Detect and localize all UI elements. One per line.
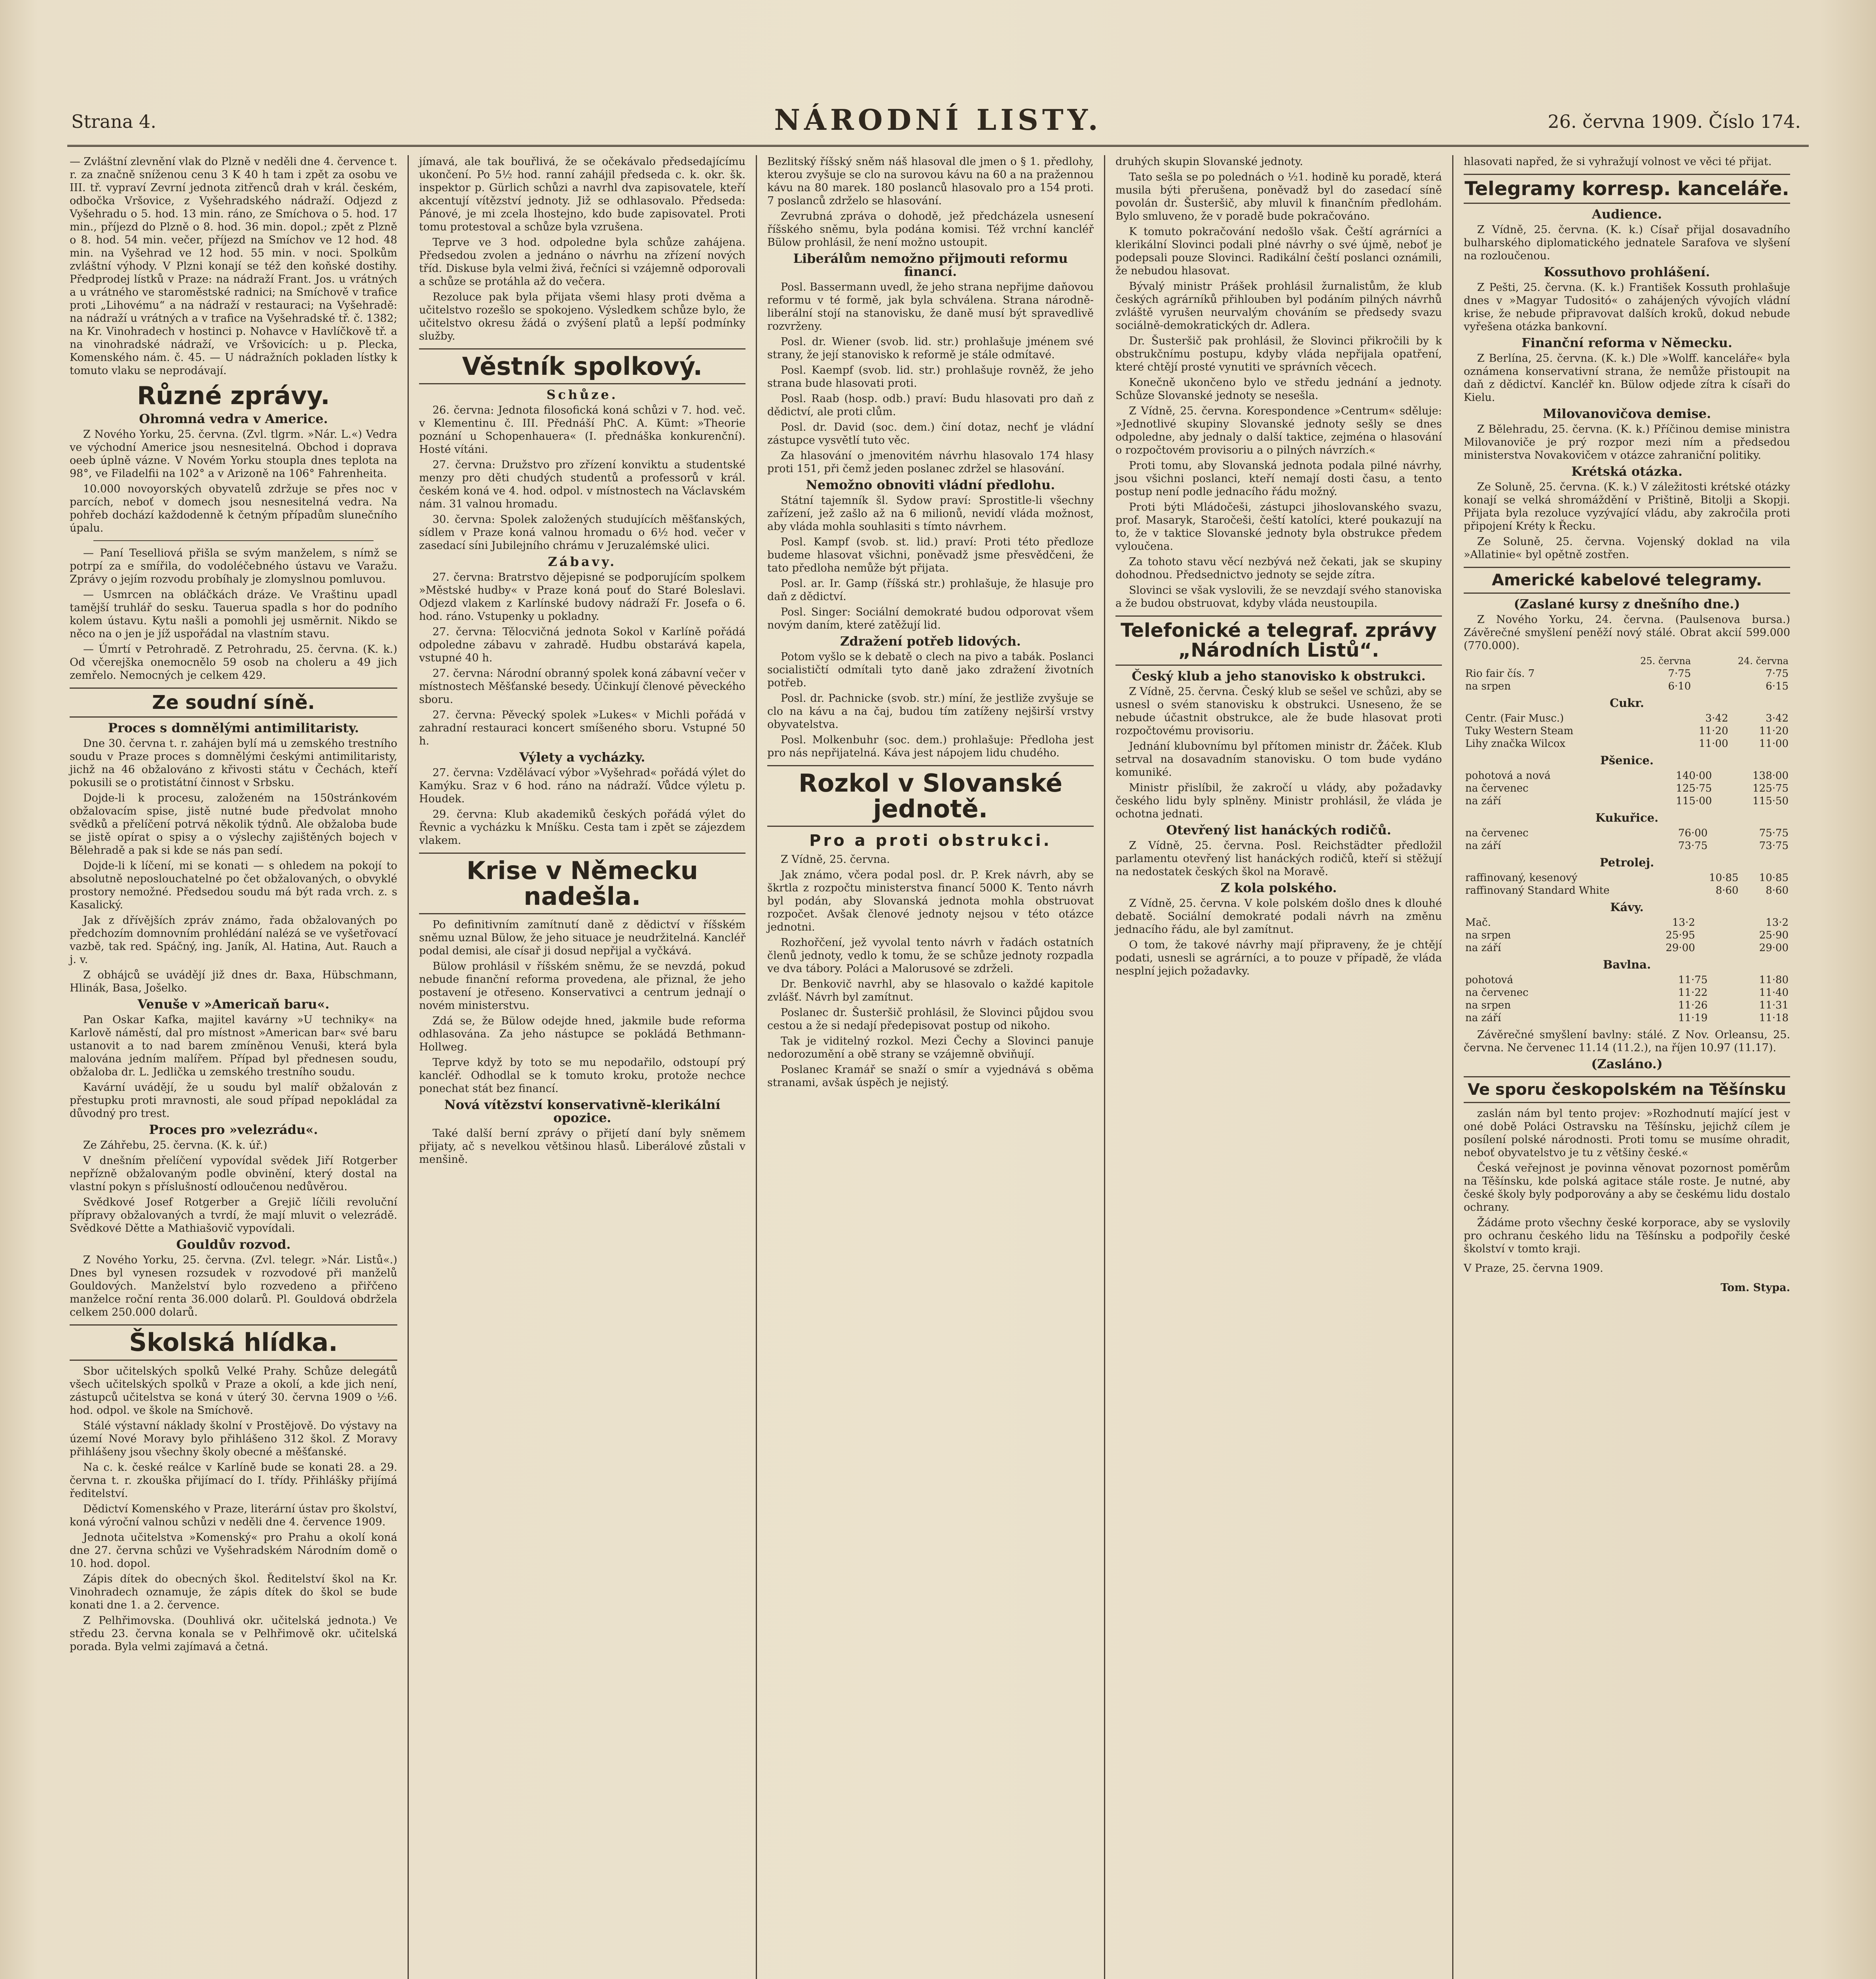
table-cell-label: raffinovaný, kesenový xyxy=(1465,872,1578,884)
article-title: Z kola polského. xyxy=(1220,880,1337,895)
section-heading: Ze soudní síně. xyxy=(70,688,397,718)
article-title: Zábavy. xyxy=(548,554,617,570)
table-row xyxy=(1464,986,1790,999)
article-text: druhých skupin Slovanské jednoty. xyxy=(1115,156,1303,168)
column-4 xyxy=(1104,155,1452,1979)
article-text: Kavární uvádějí, že u soudu byl malíř obžalován z přestupku proti mravnosti, ale soud případ nepokládal za důvodný pro trest. xyxy=(70,1081,397,1120)
article-text: zaslán nám byl tento projev: »Rozhodnutí mající jest v oné době Poláci Ostravsku na Těšínsku, jejichž cílem je posílení polské národnosti. Proti tomu se musíme ohradit, neboť obyvatelstvo je tu z většiny české.« xyxy=(1464,1107,1790,1159)
article-text: Posl. dr. David (soc. dem.) činí dotaz, nechť je vládní zástupce vysvětlí tuto věc. xyxy=(767,421,1094,446)
article-text: — Zvláštní zlevnění vlak do Plzně v neděli dne 4. července t. r. za značně sníženou cenu 3 K 40 h tam i zpět za osobu ve III. tř. vypraví Zevrní jednota zitřenců drah v král. českém, odbočka Vršovice, z Vyšehradského nádraží. Odjezd z Vyšehradu o 5. hod. 13 min. ráno, ze Smíchova o 5. hod. 17 min., příjezd do Plzně o 8. hod. 36 min. dopol.; zpět z Plzně o 8. hod. 54 min. večer, příjezd na Smíchov ve 12 hod. 48 min. na Vyšehrad ve 12 hod. 55 min. v noci. Spolkům zvláštní výhody. V Plzni konají se též den koňské dostihy. Předprodej lístků v Praze: na nádraží Frant. Jos. u vrátných a u vrátného ve staroměstské radnici; na Smíchově v trafice proti „Lihovému“ a na nádraží v restauraci; na Vyšehradě: na nádraží u vrátných a v trafice na Vyšehradské tř. č. 1382; na Kr. Vinohradech v hostinci p. Nohavce v Havlíčkově tř. a na vinohradské nádraží, ve Vršovicích: u p. Plecka, Komenského nám. č. 45. — U nádražních pokladen lístky k tomuto vlaku se neprodávají. xyxy=(70,156,397,377)
table-cell-label: pohotová a nová xyxy=(1465,770,1551,782)
article-title: Otevřený list hanáckých rodičů. xyxy=(1166,822,1391,838)
table-cell-value: 7·75 xyxy=(1766,668,1789,680)
article-text: Zdá se, že Bülow odejde hned, jakmile bude reforma odhlasována. Za jeho nástupce se pokládá Bethmann-Hollweg. xyxy=(419,1015,745,1054)
article-text: Žádáme proto všechny české korporace, aby se vyslovily pro ochranu českého lidu na Těšínsku a podpořily české školství v tomto kraji. xyxy=(1464,1217,1790,1255)
corn-rows xyxy=(1464,827,1790,852)
stocks-rows xyxy=(1464,667,1790,693)
article-title: Zdražení potřeb lidových. xyxy=(840,634,1021,649)
table-cell-value: 6·15 xyxy=(1766,680,1789,693)
article-text: Jak známo, včera podal posl. dr. P. Krek návrh, aby se škrtla z rozpočtu ministerstva financí 5000 K. Tento návrh byl podán, aby Slovanská jednota mohla obstruovat rozpočet. Avšak členové jednoty nejsou v této otázce jednotni. xyxy=(767,869,1094,934)
article-text: Sbor učitelských spolků Velké Prahy. Schůze delegátů všech učitelských spolků v Praze a okolí, a kde jich není, zástupců učitelstva se koná v úterý 30. června 1909 o ½6. hod. odpol. ve škole na Smíchově. xyxy=(70,1365,397,1417)
article-text: Posl. dr. Pachnicke (svob. str.) míní, že jestliže zvyšuje se clo na kávu a na čaj, budou tím zatíženy nejširší vrstvy obyvatelstva. xyxy=(767,692,1094,731)
table-cell-value: 125·75 xyxy=(1676,782,1712,795)
table-cell-value: 7·75 xyxy=(1668,668,1691,680)
article-text: Zevrubná zpráva o dohodě, jež předcházela usnesení říšského sněmu, byla podána komisi. Též vrchní kancléř Bülow prohlásil, že není možno ustoupit. xyxy=(767,210,1094,249)
article-text: 27. června: Tělocvičná jednota Sokol v Karlíně pořádá odpoledne zábavu v zahradě. Hudbu obstarává kapela, vstupné 40 h. xyxy=(419,626,745,665)
table-row xyxy=(1464,839,1790,852)
table-cell-value: 11·31 xyxy=(1759,999,1789,1012)
article-text: Tak je viditelný rozkol. Mezi Čechy a Slovinci panuje nedorozumění a obě strany se vzájemně obviňují. xyxy=(767,1035,1094,1061)
table-cell-label: na září xyxy=(1465,795,1501,807)
section-heading: Různé zprávy. xyxy=(137,381,330,410)
table-cell-label: na září xyxy=(1465,942,1501,954)
article-text: Teprve ve 3 hod. odpoledne byla schůze zahájena. Předsedou zvolen a jednáno o návrhu na zřízení nových tříd. Diskuse byla velmi živá, řečníci si vzájemně odporovali a schůze se protáhla až do večera. xyxy=(419,236,745,288)
table-row xyxy=(1464,737,1790,750)
article-text: Stálé výstavní náklady školní v Prostějově. Do výstavy na území Nové Moravy bylo přihlášeno 312 škol. Z Moravy přihlášeny jsou všechny školy obecné a měšťanské. xyxy=(70,1419,397,1458)
article-text: Pan Oskar Kafka, majitel kavárny »U techniky« na Karlově náměstí, dal pro místnost »American bar« své baru ustanovit a to nad barem zmíněnou Venuši, která byla malována jedním malířem. Případ byl přednesen soudu, obžaloba dr. L. Jedlička u zemského trestního soudu. xyxy=(70,1014,397,1079)
table-row xyxy=(1464,1012,1790,1024)
article-title: Výlety a vycházky. xyxy=(519,750,645,765)
article-text: Posl. Raab (hosp. odb.) praví: Budu hlasovati pro daň z dědictví, ale proti clům. xyxy=(767,393,1094,418)
sugar-rows xyxy=(1464,712,1790,750)
table-label: Petrolej. xyxy=(1599,856,1654,870)
article-text: Po definitivním zamítnutí daně z dědictví v říšském sněmu uznal Bülow, že jeho situace je neudržitelná. Kancléř podal demisi, ale císař ji dosud nepřijal a vyčkává. xyxy=(419,919,745,957)
table-row xyxy=(1464,916,1790,929)
article-text: O tom, že takové návrhy mají připraveny, že je chtějí podati, usnesli se agrárníci, a to pouze v případě, že vláda nesplní jejich požadavky. xyxy=(1115,938,1442,977)
signature: Tom. Stypa. xyxy=(1720,1282,1790,1294)
table-cell-value: 6·10 xyxy=(1668,680,1691,693)
table-row xyxy=(1464,974,1790,986)
table-row xyxy=(1464,827,1790,839)
table-row xyxy=(1464,680,1790,693)
article-text: Rezoluce pak byla přijata všemi hlasy proti dvěma a učitelstvo rozešlo se spokojeno. Výsledkem schůze bylo, že učitelstvo okresu žádá o zvýšení platů a lepší podmínky služby. xyxy=(419,291,745,342)
table-cell-value: 25·90 xyxy=(1759,929,1789,942)
article-text: Za hlasování o jmenovitém návrhu hlasovalo 174 hlasy proti 151, při čemž jeden poslanec zdržel se hlasování. xyxy=(767,450,1094,475)
article-text: Jednota učitelstva »Komenský« pro Prahu a okolí koná dne 27. června schůzi ve Vyšehradském Národním domě o 10. hod. dopol. xyxy=(70,1531,397,1570)
table-header-cell: 25. června xyxy=(1640,655,1691,667)
table-cell-value: 76·00 xyxy=(1678,827,1708,839)
article-title: Nemožno obnoviti vládní předlohu. xyxy=(806,477,1055,492)
table-row xyxy=(1464,795,1790,807)
article-text: Posl. dr. Wiener (svob. lid. str.) prohlašuje jménem své strany, že její stanovisko k reformě je stále odmítavé. xyxy=(767,336,1094,361)
article-title: Krétská otázka. xyxy=(1571,464,1683,479)
table-cell-value: 10·85 xyxy=(1759,872,1789,884)
table-label: Kukuřice. xyxy=(1595,811,1659,825)
table-cell-value: 11·26 xyxy=(1678,999,1708,1012)
table-label: Pšenice. xyxy=(1600,754,1654,767)
table-header-cell xyxy=(1464,655,1595,667)
article-text: Na c. k. české reálce v Karlíně bude se konati 28. a 29. června t. r. zkouška přijímací do I. třídy. Přihlášky přijímá ředitelství. xyxy=(70,1461,397,1500)
section-heading: Školská hlídka. xyxy=(70,1324,397,1360)
article-title: Ohromná vedra v Americe. xyxy=(139,411,328,427)
section-heading: Ve sporu českopolském na Těšínsku xyxy=(1464,1076,1790,1103)
table-row xyxy=(1464,782,1790,795)
article-subtitle: (Zasláno.) xyxy=(1591,1056,1663,1072)
table-cell-value: 3·42 xyxy=(1766,712,1789,725)
article-title: Český klub a jeho stanovisko k obstrukci. xyxy=(1132,668,1426,684)
wheat-rows xyxy=(1464,769,1790,807)
article-title: Milovanovičova demise. xyxy=(1542,406,1711,422)
table-cell-value: 3·42 xyxy=(1705,712,1728,725)
table-cell-value: 11·00 xyxy=(1699,738,1728,750)
article-subheading: Pro a proti obstrukci. xyxy=(809,832,1052,850)
article-text: jímavá, ale tak bouřlivá, že se očekávalo předsedajícímu ukončení. Po 5½ hod. ranní zahájil předseda c. k. okr. šk. inspektor p. Gürlich schůzi a navrhl dva zapisovatele, kteří akcentují vítězství jednoty. Již se odhlasovalo. Předseda: Pánové, je mi zcela lhostejno, kdo bude zapisovatel. Proti tomu protestoval a schůze byla vzrušena. xyxy=(419,156,745,233)
table-cell-value: 10·85 xyxy=(1709,872,1739,884)
article-text: V dnešním přelíčení vypovídal svědek Jiří Rotgerber nepřízně obžalovaným podle obvinění, který dostal na vlastní pokyn s příslušností odloučenou nedůvěrou. xyxy=(70,1155,397,1193)
article-text: hlasovati napřed, že si vyhražují volnost ve věci té přijat. xyxy=(1464,156,1772,168)
article-text: Svědkové Josef Rotgerber a Grejič líčili revoluční přípravy obžalovaných a tvrdí, že mají mluvit o velezrádě. Svědkové Dětte a Mathiašovič vypovídali. xyxy=(70,1196,397,1235)
table-cell-value: 11·20 xyxy=(1759,725,1789,737)
table-cell-value: 11·75 xyxy=(1678,974,1708,986)
section-heading: Telefonické a telegraf. zprávy „Národních Listů“. xyxy=(1115,615,1442,666)
table-cell-value: 138·00 xyxy=(1753,770,1789,782)
table-cell-label: na červenec xyxy=(1465,827,1529,839)
section-heading: Rozkol v Slovanské jednotě. xyxy=(767,765,1094,827)
article-text: 27. června: Národní obranný spolek koná zábavní večer v místnostech Měšťanské besedy. Účinkují členové pěveckého sboru. xyxy=(419,667,745,706)
newspaper-title: NÁRODNÍ LISTY. xyxy=(774,103,1102,137)
article-text: Z Berlína, 25. června. (K. k.) Dle »Wolff. kanceláře« byla oznámena konservativní strana, že nemůže přistoupit na daň z dědictví. Kancléř kn. Bülow odjede zítra k císaři do Kielu. xyxy=(1464,352,1790,404)
article-title: Proces pro »velezrádu«. xyxy=(149,1122,318,1138)
article-text: — Úmrtí v Petrohradě. Z Petrohradu, 25. června. (K. k.) Od včerejška onemocnělo 59 osob na choleru a 49 jich zemřelo. Nemocných je celkem 429. xyxy=(70,643,397,682)
issue-date: 26. června 1909. Číslo 174. xyxy=(1548,111,1801,132)
article-text: Dr. Šusteršič pak prohlásil, že Slovinci přikročili by k obstrukčnímu postupu, kdyby vláda nepřijala opatření, které chtějí prosté vynutiti ve správních věcech. xyxy=(1115,335,1442,373)
article-text: Česká veřejnost je povinna věnovat pozornost poměrům na Těšínsku, kde polská agitace stále roste. Je nutné, aby české školy byly podporovány a aby se českému lidu dostalo ochrany. xyxy=(1464,1162,1790,1214)
article-text: Závěrečné smyšlení bavlny: stálé. Z Nov. Orleansu, 25. června. Ne červenec 11.14 (11.2.), na říjen 10.97 (11.17). xyxy=(1464,1029,1790,1054)
table-cell-label: pohotová xyxy=(1465,974,1513,986)
article-text: 27. června: Vzdělávací výbor »Vyšehrad« pořádá výlet do Kamýku. Sraz v 6 hod. ráno na nádraží. Vůdce výletu p. Houdek. xyxy=(419,767,745,805)
article-text: Z Pešti, 25. června. (K. k.) František Kossuth prohlašuje dnes v »Magyar Tudositó« o zahájených vývojích vládní krise, že nebude připravovat dalších kroků, dokud nebude vyřešena otázka bankovní. xyxy=(1464,281,1790,333)
table-row xyxy=(1464,999,1790,1012)
article-text: Z Vídně, 25. června. Český klub se sešel ve schůzi, aby se usnesl o svém stanovisku k obstrukci. Usneseno, že se nebude účastnit obstrukce, ale že bude hlasovat proti rozpočtovému provisoriu. xyxy=(1115,685,1442,737)
article-text: Posl. Singer: Sociální demokraté budou odporovat všem novým daním, které zatěžují lid. xyxy=(767,606,1094,631)
article-text: Poslanec Kramář se snaží o smír a vyjednává s oběma stranami, avšak úspěch je nejistý. xyxy=(767,1064,1094,1089)
article-text: Jednání klubovnímu byl přítomen ministr dr. Žáček. Klub setrval na dosavadním stanovisku. O tom bude vydáno komuniké. xyxy=(1115,740,1442,779)
table-cell-value: 8·60 xyxy=(1715,885,1739,897)
table-row xyxy=(1464,929,1790,942)
article-text: — Paní Teselliová přišla se svým manželem, s nímž se potrpí za e smířila, do vodoléčebného ústavu ve Varažu. Zprávy o jejím rozvodu probíhaly je zlomyslnou pomluvou. xyxy=(70,547,397,586)
masthead xyxy=(67,99,1809,146)
article-title: Venuše v »Americaň baru«. xyxy=(137,997,330,1012)
coffee-rows xyxy=(1464,916,1790,954)
table-cell-value: 11·80 xyxy=(1759,974,1789,986)
article-text: K tomuto pokračování nedošlo však. Čeští agrárníci a klerikální Slovinci podali plné návrhy o své újmě, neboť je podepsali pouze Slovinci. Radikální čeští poslanci oznámili, že nebudou hlasovat. xyxy=(1115,226,1442,277)
article-text: Z Pelhřimovska. (Douhlivá okr. učitelská jednota.) Ve středu 23. června konala se v Pelhřimově okr. učitelská porada. Byla velmi zajímavá a četná. xyxy=(70,1614,397,1653)
article-text: Z Vídně, 25. června. V kole polském došlo dnes k dlouhé debatě. Sociální demokraté podali návrh na změnu jednacího řádu, ale byl zamítnut. xyxy=(1115,897,1442,936)
table-header-cell: 24. června xyxy=(1738,655,1789,667)
table-cell-value: 8·60 xyxy=(1766,885,1789,897)
article-text: Dojde-li k líčení, mi se konati — s ohledem na pokojí to absolutně neposlouchatelné po čet obžalovaných, o obvyklé prostory nemožné. Předsedou soudu má být rada vrch. z. s Kasalický. xyxy=(70,860,397,912)
article-text: Slovinci se však vyslovili, že se nevzdají svého stanoviska a že budou obstruovat, kdyby vláda neustoupila. xyxy=(1115,584,1442,610)
stocks-table xyxy=(1464,655,1790,693)
table-cell-label: na srpen xyxy=(1465,929,1511,942)
article-text: Proti býti Mládočeši, zástupci jihoslovanského svazu, prof. Masaryk, Staročeši, čeští katolíci, které poukazují na to, že v taktice Slovanské jednoty byla obstrukce předem vyloučena. xyxy=(1115,501,1442,553)
table-label: Cukr. xyxy=(1610,696,1644,710)
article-text: Z Vídně, 25. června. Korespondence »Centrum« sděluje: »Jednotlivé skupiny Slovanské jednoty sešly se dnes odpoledne, aby jednaly o další taktice, zejména o hlasování o rozpočtovém provisoriu a o pilných návrzích.« xyxy=(1115,405,1442,456)
article-text: Dr. Benkovič navrhl, aby se hlasovalo o každé kapitole zvlášť. Návrh byl zamítnut. xyxy=(767,978,1094,1004)
table-row xyxy=(1464,872,1790,884)
article-text: Z obhájců se uvádějí již dnes dr. Baxa, Hübschmann, Hlinák, Basa, Jošelko. xyxy=(70,969,397,995)
article-text: Posl. Kampf (svob. st. lid.) praví: Proti této předloze budeme hlasovat všichni, poněvadž jsme přesvědčeni, že tato předloha nemůže být přijata. xyxy=(767,536,1094,574)
column-2 xyxy=(408,155,756,1979)
article-text: Z Nového Yorku, 25. června. (Zvl. tlgrm. »Nár. L.«) Vedra ve východní Americe jsou nesnesitelná. Obchod i doprava oeeb úplně vázne. V Novém Yorku stoupla dnes teplota na 98°, ve Filadelfii na 102° a v Arizoně na 106° Fahrenheita. xyxy=(70,428,397,480)
article-title: Finanční reforma v Německu. xyxy=(1521,335,1732,351)
article-text: Z Vídně, 25. června. xyxy=(781,853,890,866)
table-cell-value: 13·2 xyxy=(1766,917,1789,929)
table-row xyxy=(1464,725,1790,737)
table-cell-value: 11·19 xyxy=(1678,1012,1708,1024)
table-cell-label: Rio fair čís. 7 xyxy=(1465,668,1535,680)
coffee-table xyxy=(1464,916,1790,954)
article-text: Z Bělehradu, 25. června. (K. k.) Příčinou demise ministra Milovanoviče je prý rozpor mezi ním a předsedou ministerstva Novakovičem v otázce zahraniční politiky. xyxy=(1464,423,1790,462)
article-text: Tato sešla se po polednách o ½1. hodině ku poradě, která musila býti přerušena, poněvadž byl do zasedací síně povolán dr. Šusteršič, aby mluvil k finančním předlohám. Bylo smluveno, že v poradě bude pokračováno. xyxy=(1115,171,1442,222)
table-cell-label: Centr. (Fair Musc.) xyxy=(1465,712,1564,725)
table-cell-value: 115·50 xyxy=(1753,795,1789,807)
table-cell-value: 11·20 xyxy=(1699,725,1728,737)
table-cell-value: 29·00 xyxy=(1665,942,1695,954)
article-text: Posl. Bassermann uvedl, že jeho strana nepřijme daňovou reformu v té formě, jak byla schválena. Strana národně-liberální stojí na stanovisku, že daně musí být spravedlivě rozvrženy. xyxy=(767,281,1094,332)
column-1 xyxy=(59,155,408,1979)
petroleum-rows xyxy=(1464,872,1790,897)
article-text: 10.000 novoyorských obyvatelů zdržuje se přes noc v parcích, neboť v domech jsou nesnesitelná vedra. Na pohřeb dochází každodenně k četným případům slunečního úpalu. xyxy=(70,483,397,535)
dateline: V Praze, 25. června 1909. xyxy=(1464,1262,1603,1275)
article-text: Státní tajemník šl. Sydow praví: Sprostitle-li všechny zařízení, jež zašlo až na 6 milionů, nevidí vláda možnost, aby vláda mohla souhlasiti s tímto návrhem. xyxy=(767,494,1094,533)
article-text: Bülow prohlásil v říšském sněmu, že se nevzdá, pokud nebude finanční reforma provedena, ale přiznal, že jeho postavení je otřeseno. Konservativci a centrum jednají o novém ministerstvu. xyxy=(419,960,745,1012)
table-cell-label: Tuky Western Steam xyxy=(1465,725,1574,737)
article-text: Proti tomu, aby Slovanská jednota podala pilné návrhy, jsou všichni poslanci, kteří nemají dosti času, a tento postup není podle jednacího řádu možný. xyxy=(1115,460,1442,498)
article-text: Ze Soluně, 25. června. Vojenský doklad na vila »Allatinie« byl opětně zostřen. xyxy=(1464,536,1790,561)
petroleum-table xyxy=(1464,872,1790,897)
article-text: Konečně ukončeno bylo ve středu jednání a jednoty. Schůze Slovanské jednoty se nesešla. xyxy=(1115,376,1442,402)
table-cell-value: 140·00 xyxy=(1676,770,1712,782)
article-title: Liberálům nemožno přijmouti reformu financí. xyxy=(793,251,1068,279)
table-label: Bavlna. xyxy=(1603,958,1651,972)
article-subtitle: (Zaslané kursy z dnešního dne.) xyxy=(1514,596,1740,612)
table-cell-value: 11·40 xyxy=(1759,987,1789,999)
table-cell-value: 73·75 xyxy=(1759,840,1789,852)
table-cell-label: na září xyxy=(1465,840,1501,852)
divider xyxy=(93,540,374,541)
article-text: Z Vídně, 25. června. Posl. Reichstädter předložil parlamentu otevřený list hanáckých rodičů, kteří si stěžují na nedostatek českých škol na Moravě. xyxy=(1115,839,1442,878)
table-cell-label: Lihy značka Wilcox xyxy=(1465,738,1566,750)
sugar-table xyxy=(1464,712,1790,750)
table-cell-value: 73·75 xyxy=(1678,840,1708,852)
table-row xyxy=(1464,712,1790,725)
section-heading: Americké kabelové telegramy. xyxy=(1464,567,1790,594)
article-text: Ze Soluně, 25. června. (K. k.) V záležitosti krétské otázky konají se velká shromáždění v Prištině, Bitolji a Skopji. Přijata byla rezoluce vyzývající vládu, aby zakročila proti připojení Kréty k Řecku. xyxy=(1464,481,1790,533)
table-cell-label: na srpen xyxy=(1465,999,1511,1012)
article-text: 27. června: Pěvecký spolek »Lukes« v Michli pořádá v zahradní restauraci koncert smíšeného sboru. Vstupné 50 h. xyxy=(419,709,745,748)
article-text: 30. června: Spolek založených studujících měšťanských, sídlem v Praze koná valnou hromadu o 6½ hod. večer v zasedací síni Jubilejního chrámu v Jeruzalémské ulici. xyxy=(419,513,745,552)
table-row xyxy=(1464,667,1790,680)
table-cell-label: na srpen xyxy=(1465,680,1511,693)
article-text: Zápis dítek do obecných škol. Ředitelství škol na Kr. Vinohradech oznamuje, že zápis dítek do škol se bude konati dne 1. a 2. července. xyxy=(70,1573,397,1611)
table-cell-value: 25·95 xyxy=(1665,929,1695,942)
article-text: Posl. ar. Ir. Gamp (říšská str.) prohlašuje, že hlasuje pro daň z dědictví. xyxy=(767,577,1094,603)
table-cell-value: 13·2 xyxy=(1672,917,1695,929)
article-text: Z Nového Yorku, 25. června. (Zvl. telegr. »Nár. Listů«.) Dnes byl vynesen rozsudek v rozvodové při manželů Gouldových. Manželství bylo rozvedeno a přiřčeno manželce roční renta 36.000 dolarů. Pl. Gouldová obdržela celkem 250.000 dolarů. xyxy=(70,1254,397,1319)
article-text: Rozhořčení, jež vyvolal tento návrh v řadách ostatních členů jednoty, vedlo k tomu, že se schůze jednoty rozpadla ve dva tábory. Poláci a Malorusové se zdrželi. xyxy=(767,936,1094,975)
cotton-table xyxy=(1464,974,1790,1024)
column-3 xyxy=(756,155,1104,1979)
article-text: 27. června: Bratrstvo dějepisné se podporujícím spolkem »Městské hudby« v Praze koná pouť do Staré Boleslavi. Odjezd vlakem z Karlínské budovy nádraží Fr. Josefa o 6. hod. ráno. Vstupenky u pokladny. xyxy=(419,571,745,623)
table-row xyxy=(1464,942,1790,954)
cotton-rows xyxy=(1464,974,1790,1024)
table-cell-value: 125·75 xyxy=(1753,782,1789,795)
columns xyxy=(59,155,1800,1979)
article-title: Audience. xyxy=(1591,207,1662,222)
article-title: Gouldův rozvod. xyxy=(176,1237,291,1252)
table-row xyxy=(1464,769,1790,782)
article-text: Z Vídně, 25. června. (K. k.) Císař přijal dosavadního bulharského diplomatického jednatele Sarafova ve slyšení na rozloučenou. xyxy=(1464,224,1790,262)
article-text: 26. června: Jednota filosofická koná schůzi v 7. hod. več. v Klementinu č. III. Přednáší PhC. A. Kümt: »Theorie poznání u Schopenhauera« (I. přednáška konkurenční). Hosté vítáni. xyxy=(419,404,745,456)
table-cell-label: raffinovaný Standard White xyxy=(1465,885,1610,897)
article-text: Za tohoto stavu věcí nezbývá než čekati, jak se skupiny dohodnou. Předsednictvo jednoty se sejde zítra. xyxy=(1115,556,1442,581)
article-text: Ministr přislíbil, že zakročí u vlády, aby požadavky českého lidu byly splněny. Ministr prohlásil, že vláda je ochotna jednati. xyxy=(1115,781,1442,820)
table-cell-value: 115·00 xyxy=(1676,795,1712,807)
wheat-table xyxy=(1464,769,1790,807)
article-text: 29. června: Klub akademiků českých pořádá výlet do Řevnic a vycházku k Mníšku. Cesta tam i zpět se zájezdem vlakem. xyxy=(419,808,745,847)
table-row xyxy=(1464,884,1790,897)
table-header-row xyxy=(1464,655,1790,667)
page-number: Strana 4. xyxy=(71,111,156,132)
article-text: Z Nového Yorku, 24. června. (Paulsenova bursa.) Závěrečné smyšlení peněží nový stálé. Obrat akcií 599.000 (770.000). xyxy=(1464,613,1790,652)
article-text: Potom vyšlo se k debatě o clech na pivo a tabák. Poslanci socialističtí odmítali tyto daně jako zdražení životních potřeb. xyxy=(767,651,1094,689)
article-text: 27. června: Družstvo pro zřízení konviktu a studentské menzy pro děti chudých studentů a professorů v král. českém koná ve 4. hod. odpol. v místnostech na Václavském nám. 31 valnou hromadu. xyxy=(419,459,745,511)
table-cell-value: 75·75 xyxy=(1759,827,1789,839)
table-cell-value: 11·18 xyxy=(1759,1012,1789,1024)
table-cell-label: na červenec xyxy=(1465,987,1529,999)
article-text: Bývalý ministr Prášek prohlásil žurnalistům, že klub českých agrárníků přihlouben byl podáním pilných návrhů zvláště vyrušen neurvalým chováním se předsedy svazu sociálně-demokratických dr. Adlera. xyxy=(1115,280,1442,332)
article-title: Kossuthovo prohlášení. xyxy=(1544,264,1710,280)
table-cell-value: 11·00 xyxy=(1759,738,1789,750)
article-title: Nová vítězství konservativně-klerikální opozice. xyxy=(444,1097,721,1126)
table-cell-value: 11·22 xyxy=(1678,987,1708,999)
article-text: Teprve když by toto se mu nepodařilo, odstoupí prý kancléř. Odhodlal se k tomuto kroku, protože nechce ponechat stát bez financí. xyxy=(419,1056,745,1095)
section-heading: Věstník spolkový. xyxy=(419,348,745,384)
article-text: Poslanec dr. Šusteršič prohlásil, že Slovinci půjdou svou cestou a že si nedají předepisovat postup od nikoho. xyxy=(767,1007,1094,1032)
table-cell-value: 29·00 xyxy=(1759,942,1789,954)
article-text: Také další berní zprávy o přijetí daní byly sněmem přijaty, ač s nevelkou většinou hlasů. Liberálové zůstali v menšině. xyxy=(419,1127,745,1166)
article-text: Ze Záhřebu, 25. června. (K. k. úř.) xyxy=(83,1139,267,1152)
article-text: Posl. Molkenbuhr (soc. dem.) prohlašuje: Předloha jest pro nás nepřijatelná. Káva jest nápojem lidu chudého. xyxy=(767,734,1094,759)
table-cell-label: na červenec xyxy=(1465,782,1529,795)
column-5 xyxy=(1452,155,1800,1979)
article-text: Posl. Kaempf (svob. lid. str.) prohlašuje rovněž, že jeho strana bude hlasovati proti. xyxy=(767,364,1094,389)
article-title: Proces s domnělými antimilitaristy. xyxy=(108,720,359,736)
article-text: Bezlitský říšský sněm náš hlasoval dle jmen o § 1. předlohy, kterou zvyšuje se clo na surovou kávu na 60 a na pražennou kávu na 80 marek. 180 poslanců hlasovalo pro a 154 proti. 7 poslanců zdrželo se hlasování. xyxy=(767,156,1094,207)
article-text: Dojde-li k procesu, založeném na 150stránkovém obžalovacím spise, jistě nutné bude předvolat mnoho svědků a přelíčení potrvá několik týdnů. Ale obžaloba bude se jistě opírat o spisy a o výslechy zajištěných bojech v Bělehradě a pak si kde se nás pan sedí. xyxy=(70,792,397,857)
section-heading: Krise v Německu nadešla. xyxy=(419,853,745,914)
article-text: — Usmrcen na obláčkách dráze. Ve Vraštinu upadl tamější truhlář do sesku. Tauerua spadla s hor do podního kolem ústavu. Kytu našli a pomohli jej usměrnit. Nikdo se něco na o jen je jíž uspořádal na vlastním stavu. xyxy=(70,589,397,640)
corn-table xyxy=(1464,827,1790,852)
table-label: Kávy. xyxy=(1610,900,1644,914)
article-text: Dědictví Komenského v Praze, literární ústav pro školství, koná výroční valnou schůzi v neděli dne 4. července 1909. xyxy=(70,1502,397,1528)
article-text: Jak z dřívějších zpráv známo, řada obžalovaných po předchozím domnovním prohlédání nalézá se ve vyšetřovací vazbě, tak red. Spáčný, ing. Janík, Al. Hatina, Aut. Rauch a j. v. xyxy=(70,914,397,966)
article-text: Dne 30. června t. r. zahájen bylí má u zemského trestního soudu v Praze proces s domnělými českými antimilitaristy, jichž na 46 obžalováno z křivosti státu v Čechách, kteří pokusili se o protistátní činnost v Srbsku. xyxy=(70,737,397,789)
masthead-rule xyxy=(67,145,1809,147)
table-cell-label: Mač. xyxy=(1465,917,1491,929)
table-cell-label: na září xyxy=(1465,1012,1501,1024)
section-heading: Telegramy korresp. kanceláře. xyxy=(1464,174,1790,204)
article-title: Schůze. xyxy=(546,387,618,403)
